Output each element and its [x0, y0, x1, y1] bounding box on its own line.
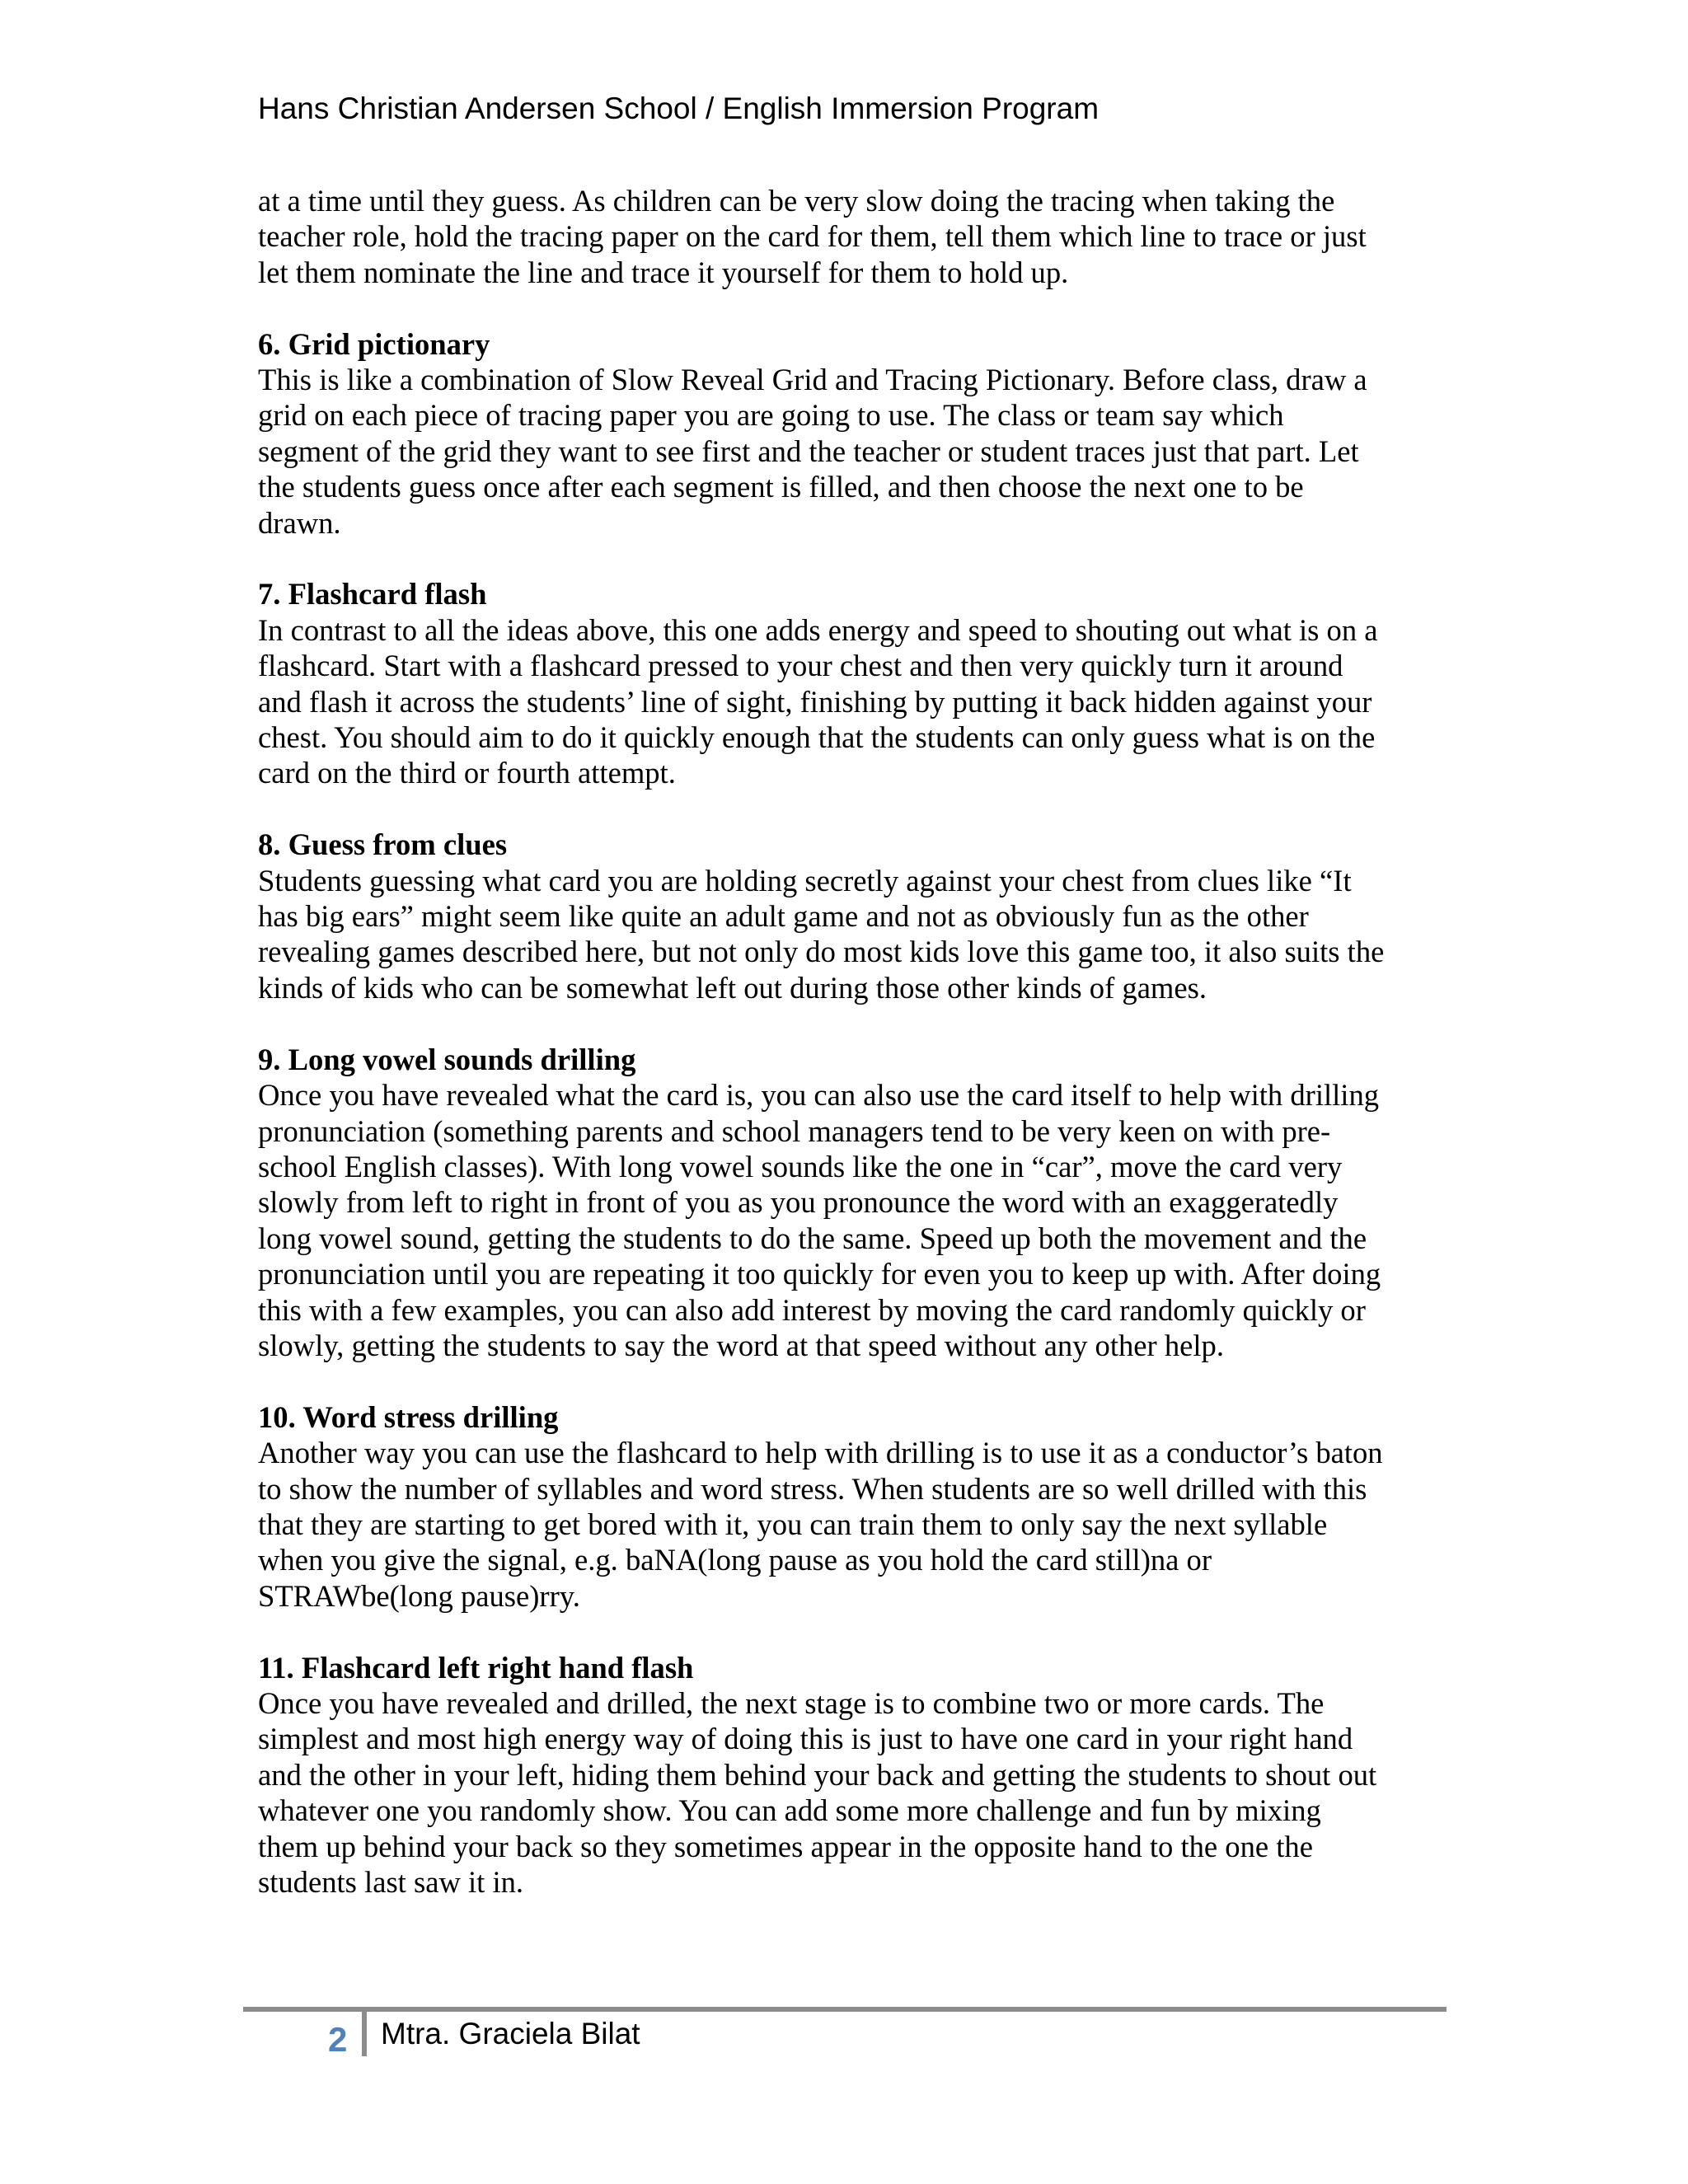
text-line: flashcard. Start with a flashcard pressed to your chest and then very quickly turn it around [258, 649, 1343, 683]
text-line: and the other in your left, hiding them behind your back and getting the students to shout out [258, 1757, 1377, 1792]
footer-rule [243, 2007, 1447, 2012]
section-heading: 8. Guess from clues [258, 827, 508, 862]
section-word-stress-drilling [258, 1399, 1428, 1614]
section-grid-pictionary [258, 326, 1428, 541]
text-line: them up behind your back so they sometimes appear in the opposite hand to the one the [258, 1829, 1313, 1863]
text-line: let them nominate the line and trace it yourself for them to hold up. [258, 255, 1069, 289]
text-line: pronunciation (something parents and school managers tend to be very keen on with pre- [258, 1113, 1331, 1148]
text-line: revealing games described here, but not only do most kids love this game too, it also suits the [258, 935, 1385, 969]
text-line: grid on each piece of tracing paper you are going to use. The class or team say which [258, 398, 1284, 433]
section-flashcard-flash [258, 576, 1428, 790]
text-line: has big ears” might seem like quite an adult game and not as obviously fun as the other [258, 899, 1309, 934]
text-line: drawn. [258, 505, 341, 540]
document-body [258, 183, 1428, 1900]
text-line: when you give the signal, e.g. baNA(long pause as you hold the card still)na or [258, 1543, 1212, 1577]
section-heading: 11. Flashcard left right hand flash [258, 1650, 694, 1685]
section-heading: 9. Long vowel sounds drilling [258, 1042, 636, 1076]
section-long-vowel-sounds-drilling [258, 1042, 1428, 1364]
page-number: 2 [328, 2020, 348, 2059]
text-line: Students guessing what card you are holding secretly against your chest from clues like “It [258, 863, 1352, 898]
page-header: Hans Christian Andersen School / English Immersion Program [258, 91, 1100, 125]
text-line: students last saw it in. [258, 1865, 524, 1899]
footer-author: Mtra. Graciela Bilat [381, 2017, 640, 2050]
intro-paragraph [258, 183, 1428, 290]
text-line: and flash it across the students’ line of sight, finishing by putting it back hidden against your [258, 684, 1372, 719]
text-line: long vowel sound, getting the students to do the same. Speed up both the movement and the [258, 1221, 1367, 1255]
section-heading: 7. Flashcard flash [258, 577, 487, 612]
text-line: card on the third or fourth attempt. [258, 756, 676, 790]
text-line: Once you have revealed and drilled, the next stage is to combine two or more cards. The [258, 1685, 1325, 1720]
section-heading: 10. Word stress drilling [258, 1399, 559, 1434]
text-line: kinds of kids who can be somewhat left out during those other kinds of games. [258, 970, 1207, 1005]
text-line: teacher role, hold the tracing paper on the card for them, tell them which line to trace or just [258, 219, 1367, 254]
footer-divider [362, 2011, 367, 2056]
text-line: This is like a combination of Slow Reveal Grid and Tracing Pictionary. Before class, draw a [258, 363, 1367, 397]
text-line: slowly, getting the students to say the word at that speed without any other help. [258, 1328, 1224, 1362]
text-line: segment of the grid they want to see first and the teacher or student traces just that part. Let [258, 434, 1359, 468]
text-line: this with a few examples, you can also add interest by moving the card randomly quickly or [258, 1292, 1366, 1327]
text-line: Once you have revealed what the card is, you can also use the card itself to help with drilling [258, 1078, 1380, 1113]
text-line: that they are starting to get bored with it, you can train them to only say the next syllable [258, 1507, 1328, 1541]
text-line: at a time until they guess. As children can be very slow doing the tracing when taking the [258, 184, 1335, 218]
text-line: the students guess once after each segment is filled, and then choose the next one to be [258, 470, 1304, 504]
text-line: Another way you can use the flashcard to help with drilling is to use it as a conductor’s baton [258, 1436, 1383, 1470]
section-guess-from-clues [258, 827, 1428, 1005]
text-line: slowly from left to right in front of you as you pronounce the word with an exaggeratedly [258, 1185, 1339, 1220]
text-line: to show the number of syllables and word stress. When students are so well drilled with this [258, 1471, 1367, 1506]
text-line: simplest and most high energy way of doing this is just to have one card in your right hand [258, 1722, 1353, 1756]
text-line: whatever one you randomly show. You can add some more challenge and fun by mixing [258, 1793, 1321, 1828]
text-line: school English classes). With long vowel sounds like the one in “car”, move the card very [258, 1149, 1343, 1183]
text-line: STRAWbe(long pause)rry. [258, 1578, 580, 1613]
text-line: chest. You should aim to do it quickly enough that the students can only guess what is on the [258, 720, 1376, 755]
section-heading: 6. Grid pictionary [258, 326, 490, 361]
text-line: In contrast to all the ideas above, this one adds energy and speed to shouting out what is on a [258, 612, 1378, 647]
text-line: pronunciation until you are repeating it too quickly for even you to keep up with. After doing [258, 1257, 1381, 1291]
section-flashcard-left-right-hand-flash [258, 1650, 1428, 1900]
